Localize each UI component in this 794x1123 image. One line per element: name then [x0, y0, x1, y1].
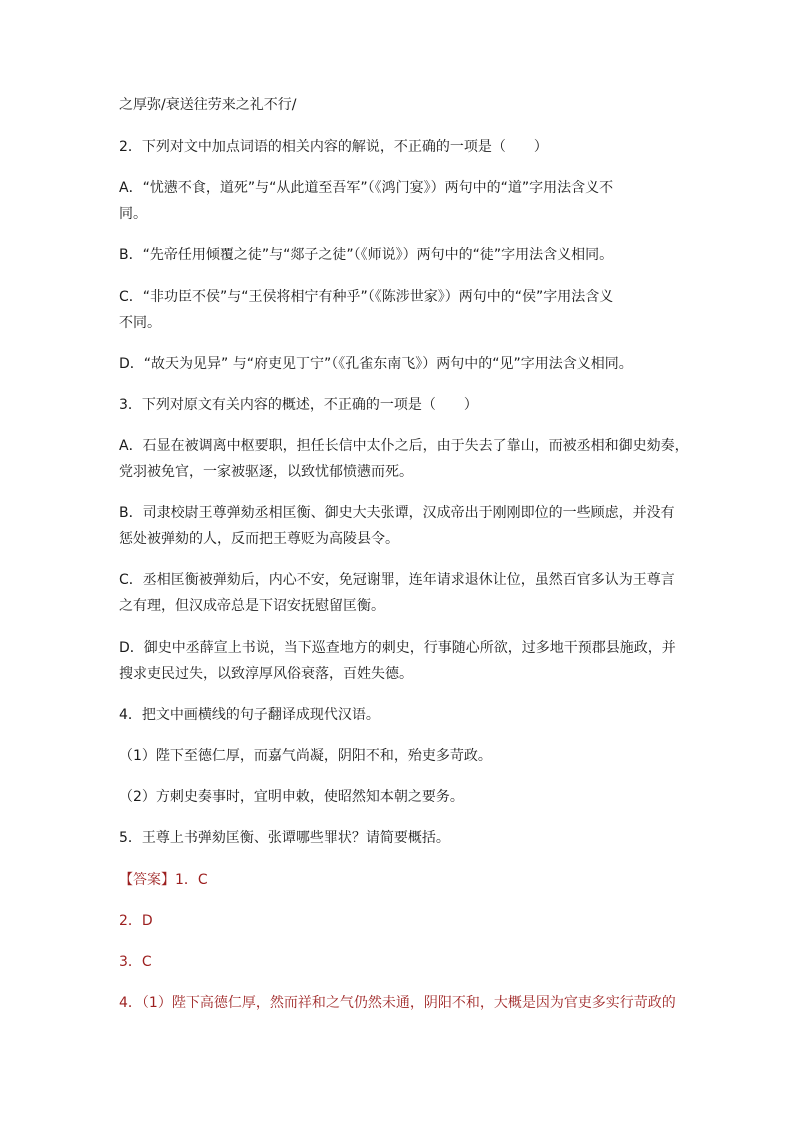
question-4-2: （2）方刺史奏事时，宜明申敕，使昭然知本朝之要务。: [119, 789, 464, 805]
option-2b: B．“先帝任用倾覆之徒”与“郯子之徒”（《师说》）两句中的“徒”字用法含义相同。: [119, 247, 614, 263]
option-3a-cont: 党羽被免官，一家被驱逐，以致忧郁愤懑而死。: [119, 464, 413, 480]
question-4-1: （1）陛下至德仁厚，而嘉气尚凝，阴阳不和，殆吏多苛政。: [119, 748, 492, 764]
option-3a: A．石显在被调离中枢要职，担任长信中太仆之后，由于失去了靠山，而被丞相和御史劾奏，: [119, 438, 689, 454]
answer-line-1: [119, 870, 679, 890]
option-3b-cont: 惩处被弹劾的人，反而把王尊贬为高陵县令。: [119, 531, 399, 547]
question-2: 2．下列对文中加点词语的相关内容的解说，不正确的一项是（ ）: [119, 139, 548, 155]
option-3c: C．丞相匡衡被弹劾后，内心不安，免冠谢罪，连年请求退休让位，虽然百官多认为王尊言: [119, 572, 675, 588]
question-3: 3．下列对原文有关内容的概述，不正确的一项是（ ）: [119, 397, 478, 413]
option-2a: A．“忧懑不食，道死”与“从此道至吾军”（《鸿门宴》）两句中的“道”字用法含义不: [119, 180, 614, 196]
option-2d: D．“故天为见异” 与“府吏见丁宁”（《孔雀东南飞》）两句中的“见”字用法含义相同。: [119, 356, 633, 372]
text-line: 之厚弥/衰送往劳来之礼不行/: [119, 97, 297, 113]
answer-3: 3．C: [119, 954, 152, 970]
question-4: 4．把文中画横线的句子翻译成现代汉语。: [119, 707, 380, 723]
option-3d-cont: 搜求吏民过失，以致淳厚风俗衰落，百姓失德。: [119, 666, 413, 682]
answer-4: 4．（1）陛下高德仁厚，然而祥和之气仍然未通，阴阳不和，大概是因为官吏多实行苛政的: [119, 995, 676, 1011]
option-2a-cont: 同。: [119, 206, 147, 222]
option-3c-cont: 之有理，但汉成帝总是下诏安抚慰留匡衡。: [119, 598, 385, 614]
option-3d: D．御史中丞薛宣上书说，当下巡查地方的刺史，行事随心所欲，过多地干预郡县施政，并: [119, 640, 676, 656]
option-3b: B．司隶校尉王尊弹劾丞相匡衡、御史大夫张谭，汉成帝出于刚刚即位的一些顾虑，并没有: [119, 505, 675, 521]
option-2c-cont: 不同。: [119, 315, 161, 331]
question-5: 5．王尊上书弹劾匡衡、张谭哪些罪状？请简要概括。: [119, 830, 450, 846]
option-2c: C．“非功臣不侯”与“王侯将相宁有种乎”（《陈涉世家》）两句中的“侯”字用法含义: [119, 289, 614, 305]
answer-tag: 【答案】: [119, 872, 175, 888]
answer-2: 2．D: [119, 913, 153, 929]
answer-1: 1．C: [175, 872, 208, 888]
